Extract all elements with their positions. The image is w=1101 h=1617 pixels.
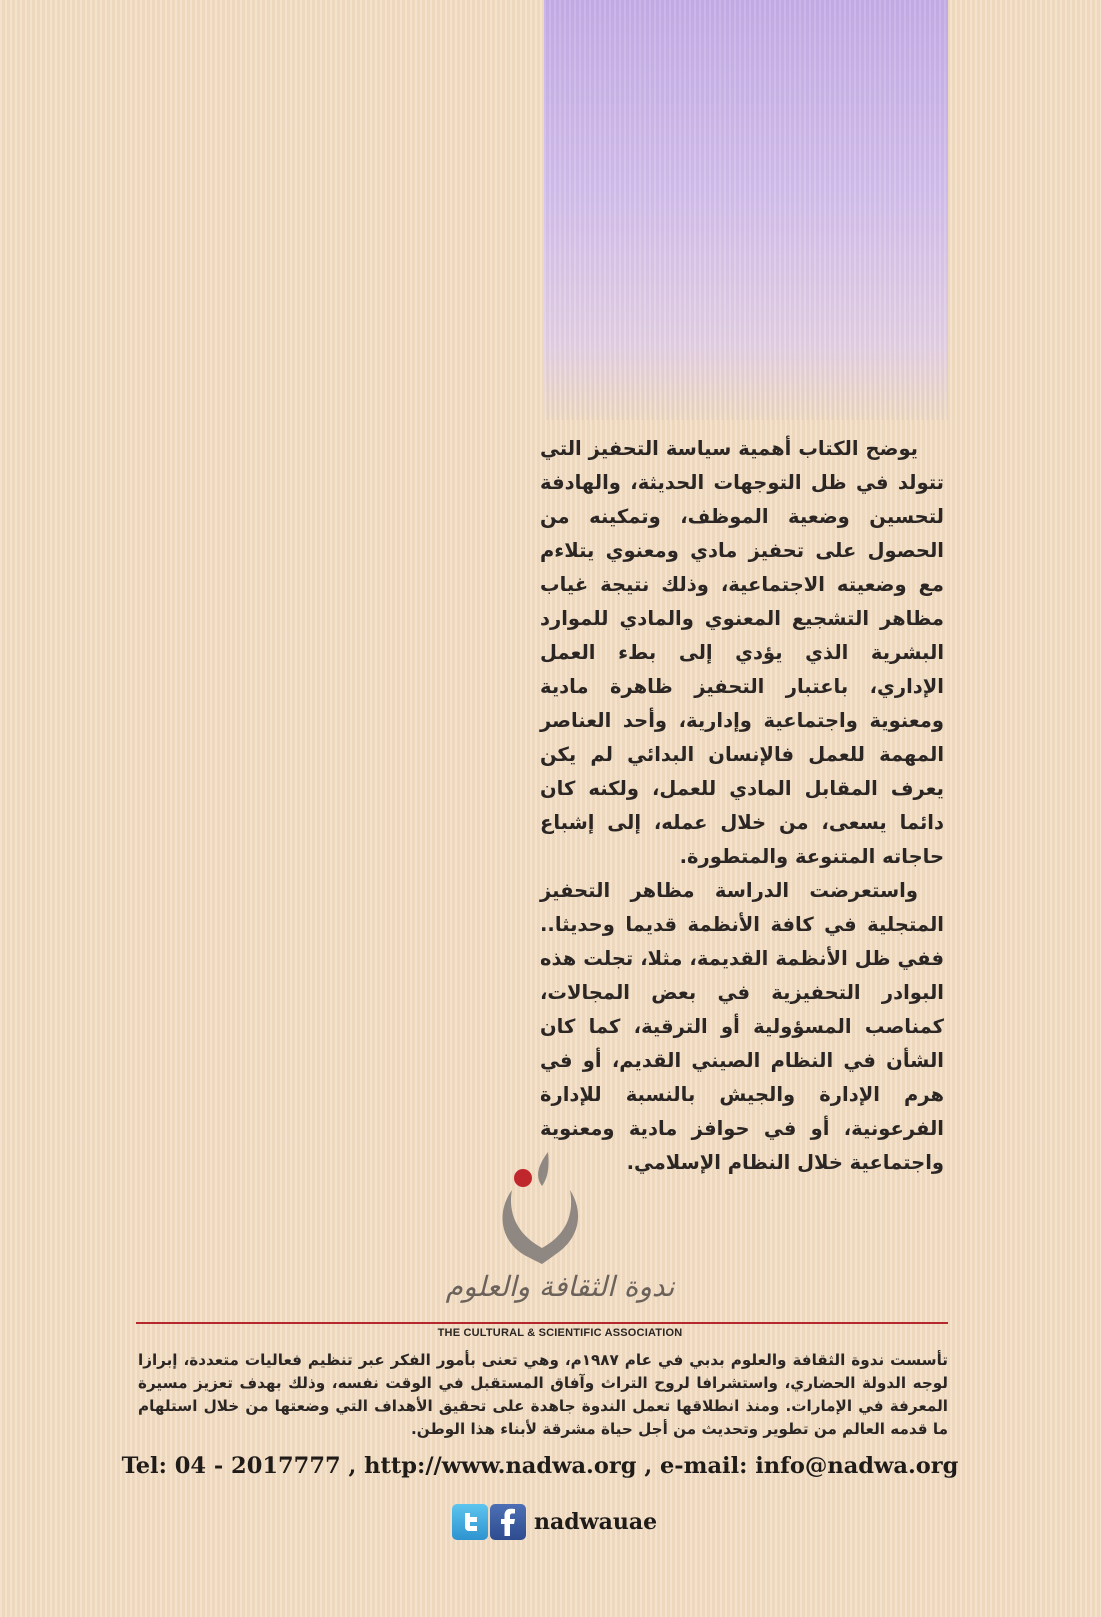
description-paragraph-2: واستعرضت الدراسة مظاهر التحفيز المتجلية في كافة الأنظمة قديما وحديثا.. ففي ظل الأنظمة القديمة، مثلا، تجلت هذه البوادر التحفيزية في بعض المجالات، كمناصب المسؤولية أو الترقية، كما كان الشأن في النظام الصيني القديم، أو في هرم الإدارة والجيش بالنسبة للإدارة الفرعونية، أو في حوافز مادية ومعنوية واجتماعية خلال النظام الإسلامي. <box>540 879 944 1174</box>
description-paragraph-1: يوضح الكتاب أهمية سياسة التحفيز التي تتولد في ظل التوجهات الحديثة، والهادفة لتحسين وضعية الموظف، وتمكينه من الحصول على تحفيز مادي ومعنوي يتلاءم مع وضعيته الاجتماعية، وذلك نتيجة غياب مظاهر التشجيع المعنوي والمادي للموارد البشرية الذي يؤدي إلى بطء العمل الإداري، باعتبار التحفيز ظاهرة مادية ومعنوية واجتماعية وإدارية، وأحد العناصر المهمة للعمل فالإنسان البدائي لم يكن يعرف المقابل المادي للعمل، ولكنه كان دائما يسعى، من خلال عمله، إلى إشباع حاجاته المتنوعة والمتطورة. <box>540 437 944 868</box>
facebook-icon[interactable] <box>490 1504 526 1540</box>
red-divider <box>136 1322 948 1324</box>
association-about: تأسست ندوة الثقافة والعلوم بدبي في عام ١٩٨٧م، وهي تعنى بأمور الفكر عبر تنظيم فعاليات متعددة، إبرازا لوجه الدولة الحضاري، واستشرافا لروح التراث وآفاق المستقبل في الوقت نفسه، وذلك بهدف تعزيز مسيرة المعرفة في الإمارات. ومنذ انطلاقها تعمل الندوة جاهدة على تحقيق الأهداف التي وضعتها من خلال استلهام ما قدمه العالم من تطوير وتحديث من أجل حياة مشرقة لأبناء هذا الوطن. <box>138 1351 948 1438</box>
purple-accent-band <box>544 0 948 420</box>
contact-info: Tel: 04 - 2017777 , http://www.nadwa.org , e-mail: info@nadwa.org <box>121 1453 959 1479</box>
social-handle[interactable]: nadwauae <box>534 1509 658 1535</box>
social-links <box>452 1502 657 1542</box>
book-description <box>540 432 944 1180</box>
nadwa-logo-icon <box>496 1150 586 1265</box>
logo-arabic-name: ندوة الثقافة والعلوم <box>445 1270 675 1303</box>
logo-english-name: THE CULTURAL & SCIENTIFIC ASSOCIATION <box>437 1327 683 1339</box>
twitter-icon[interactable] <box>452 1504 488 1540</box>
